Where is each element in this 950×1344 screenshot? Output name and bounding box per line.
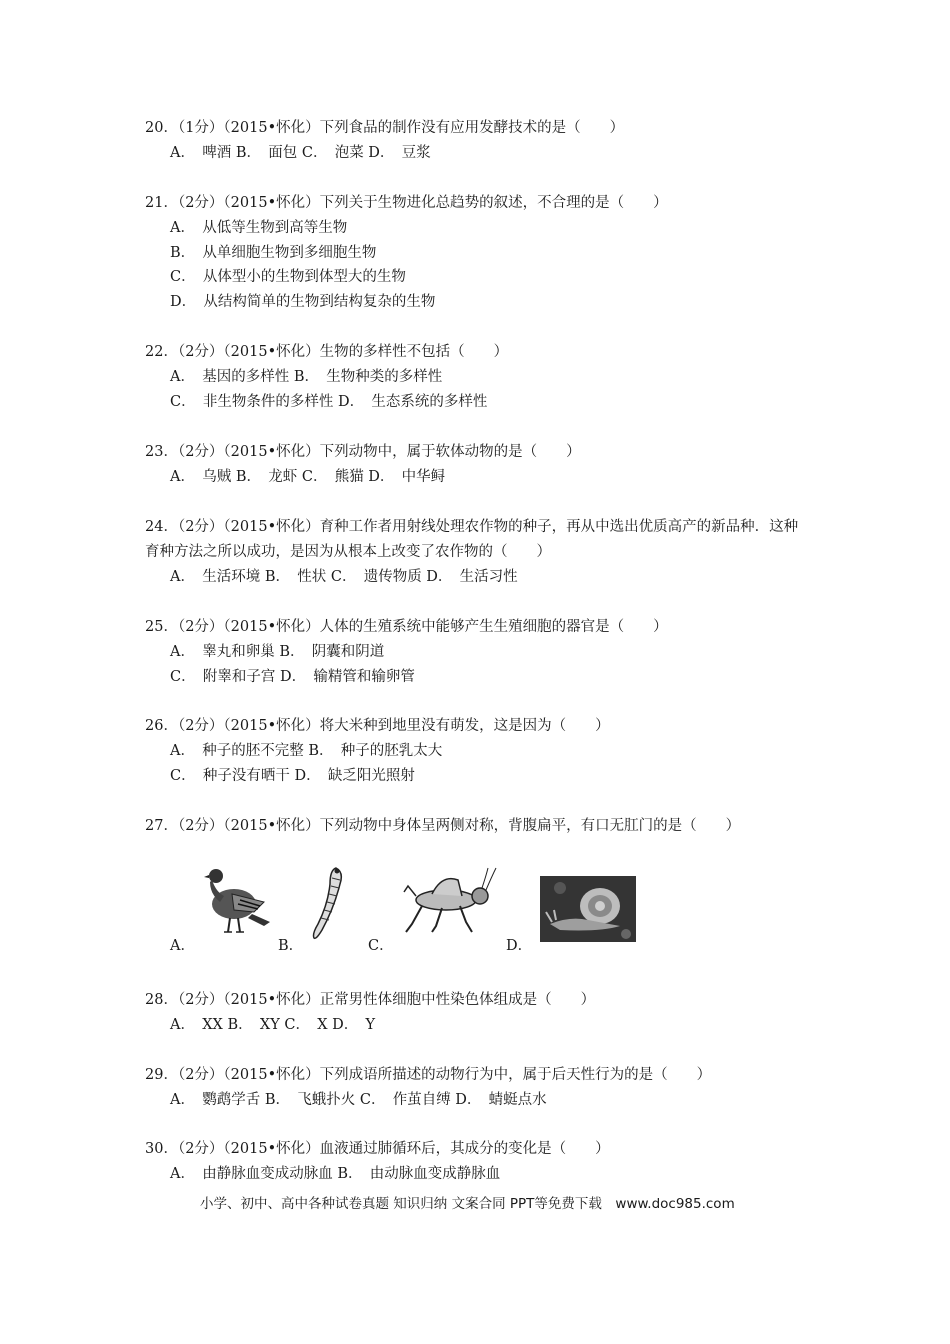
question-21 <box>145 191 815 315</box>
question-stem: 25．（2分）（2015•怀化）人体的生殖系统中能够产生生殖细胞的器官是（ ） <box>145 619 668 635</box>
question-option: B． 从单细胞生物到多细胞生物 <box>170 244 377 261</box>
question-options: A． 生活环境 B． 性状 C． 遗传物质 D． 生活习性 <box>170 568 518 585</box>
question-options: C． 非生物条件的多样性 D． 生态系统的多样性 <box>170 393 488 410</box>
question-options: C． 附睾和子宫 D． 输精管和输卵管 <box>170 668 415 685</box>
question-stem: 20．（1分）（2015•怀化）下列食品的制作没有应用发酵技术的是（ ） <box>145 120 625 136</box>
figure-label-a: A． <box>170 938 195 954</box>
question-option: D． 从结构简单的生物到结构复杂的生物 <box>170 294 436 311</box>
question-22 <box>145 340 815 414</box>
question-options: A． XX B． XY C． X D． Y <box>170 1016 376 1033</box>
question-options: C． 种子没有晒干 D． 缺乏阳光照射 <box>170 767 415 784</box>
question-options: A． 基因的多样性 B． 生物种类的多样性 <box>170 368 443 385</box>
question-stem: 24．（2分）（2015•怀化）育种工作者用射线处理农作物的种子，再从中选出优质高产的新品种．这种育种方法之所以成功，是因为从根本上改变了农作物的（ ） <box>145 519 799 560</box>
question-options: A． 由静脉血变成动脉血 B． 由动脉血变成静脉血 <box>170 1165 501 1182</box>
question-options: A． 种子的胚不完整 B． 种子的胚乳太大 <box>170 742 443 759</box>
question-28 <box>145 988 815 1038</box>
question-stem: 28．（2分）（2015•怀化）正常男性体细胞中性染色体组成是（ ） <box>145 992 596 1008</box>
question-stem: 30．（2分）（2015•怀化）血液通过肺循环后，其成分的变化是（ ） <box>145 1141 610 1157</box>
figure-label-b: B． <box>278 938 304 954</box>
question-options: A． 乌贼 B． 龙虾 C． 熊猫 D． 中华鲟 <box>170 468 446 485</box>
figure-label-d: D． <box>506 938 533 954</box>
question-30 <box>145 1137 815 1187</box>
question-options: A． 鹦鹉学舌 B． 飞蛾扑火 C． 作茧自缚 D． 蜻蜓点水 <box>170 1091 547 1108</box>
question-stem: 26．（2分）（2015•怀化）将大米种到地里没有萌发，这是因为（ ） <box>145 718 610 734</box>
question-27 <box>145 814 815 839</box>
question-26 <box>145 714 815 788</box>
question-25 <box>145 615 815 689</box>
question-stem: 21．（2分）（2015•怀化）下列关于生物进化总趋势的叙述，不合理的是（ ） <box>145 195 668 211</box>
question-stem: 23．（2分）（2015•怀化）下列动物中，属于软体动物的是（ ） <box>145 444 581 460</box>
question-23 <box>145 440 815 490</box>
figure-label-c: C． <box>368 938 394 954</box>
question-stem: 27．（2分）（2015•怀化）下列动物中身体呈两侧对称，背腹扁平，有口无肛门的是（ ） <box>145 818 741 834</box>
grasshopper-image <box>402 866 498 936</box>
leech-image <box>310 864 350 942</box>
question-options: A． 睾丸和卵巢 B． 阴囊和阴道 <box>170 643 385 660</box>
question-stem: 29．（2分）（2015•怀化）下列成语所描述的动物行为中，属于后天性行为的是（ ） <box>145 1067 712 1083</box>
question-24 <box>145 515 815 589</box>
question-option: C． 从体型小的生物到体型大的生物 <box>170 269 406 286</box>
question-option: A． 从低等生物到高等生物 <box>170 219 348 236</box>
q27-figure-row <box>170 860 670 955</box>
question-stem: 22．（2分）（2015•怀化）生物的多样性不包括（ ） <box>145 344 509 360</box>
pigeon-image <box>202 862 272 942</box>
question-20 <box>145 116 815 166</box>
question-29 <box>145 1063 815 1113</box>
snail-photo <box>540 876 636 942</box>
question-options: A． 啤酒 B． 面包 C． 泡菜 D． 豆浆 <box>170 144 431 161</box>
page-footer: 小学、初中、高中各种试卷真题 知识归纳 文案合同 PPT等免费下载 www.doc985.com <box>200 1196 735 1212</box>
